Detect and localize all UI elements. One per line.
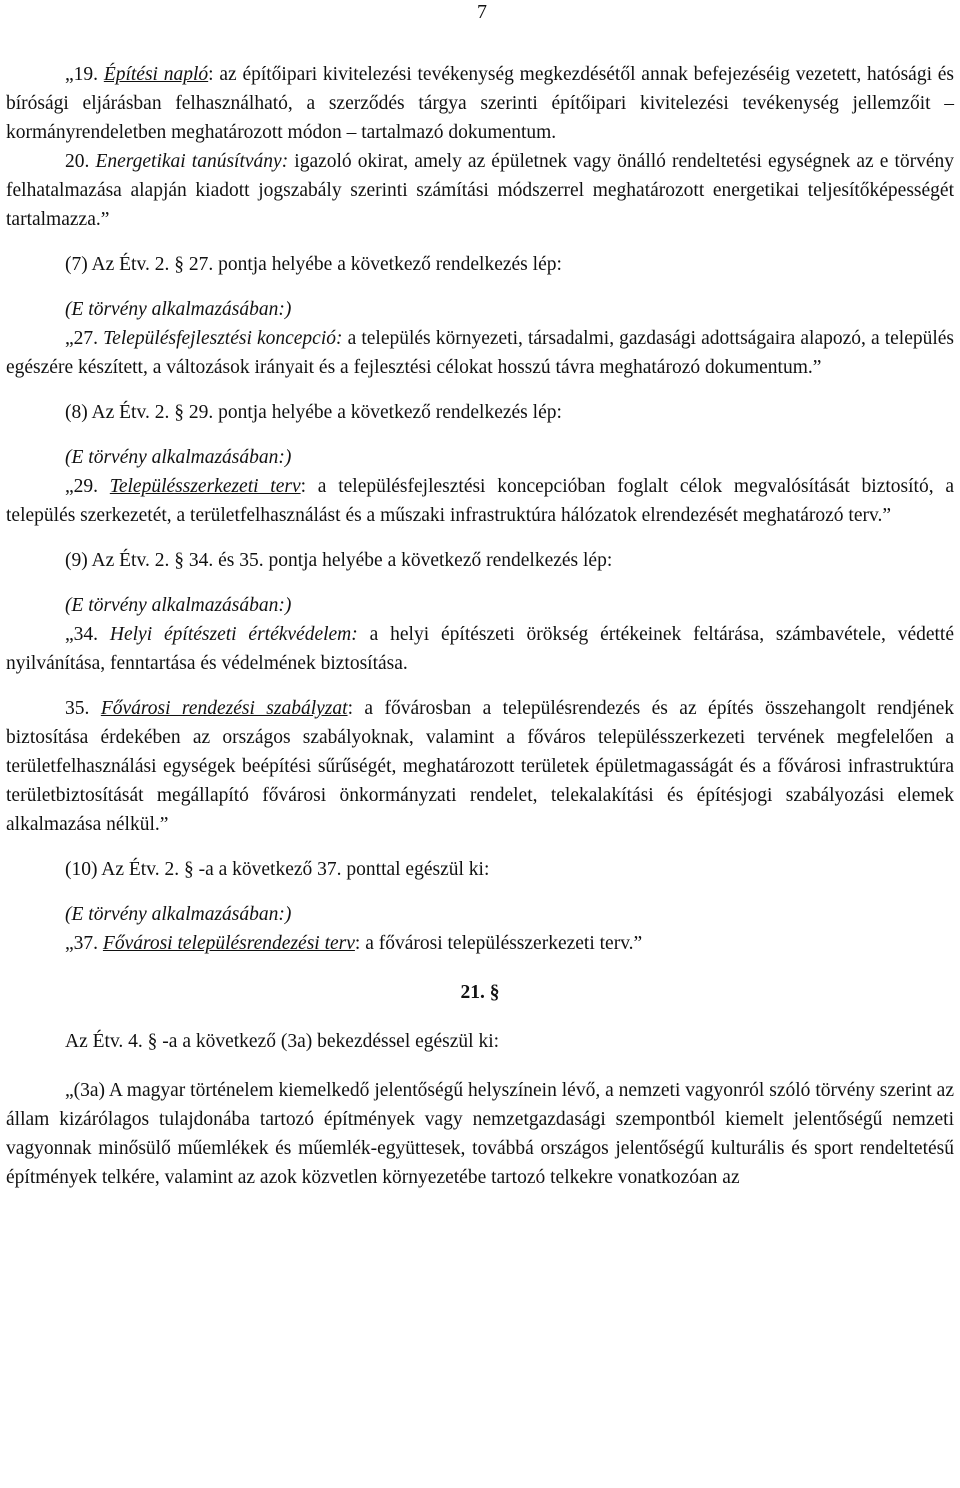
amendment-7: (7) Az Étv. 2. § 27. pontja helyébe a következő rendelkezés lép: [65,254,562,275]
defined-term: Településszerkezeti terv [109,476,301,497]
definition-number: „27. [65,328,104,349]
caption-2: (E törvény alkalmazásában:) [65,447,292,468]
amendment-8: (8) Az Étv. 2. § 29. pontja helyébe a következő rendelkezés lép: [65,402,562,423]
definition-number: „37. [65,933,103,954]
caption-3: (E törvény alkalmazásában:) [65,595,292,616]
definition-number: 20. [65,151,96,172]
caption-1: (E törvény alkalmazásában:) [65,299,292,320]
definition-text: : a fővárosban a településrendezés és az építés összehangolt rendjének biztosítása érdekében az országos szabályoknak, valamint a főváros településszerkezeti tervének megfelelően a területfelhasználási egységek beépítési sűrűségét, meghatározott területek épületmagasságát és a fővárosi infrastruktúra területbiztosítását megállapító fővárosi önkormányzati rendelet, telekalakítási és építésjogi szabályozási elemek alkalmazása nélkül.” [6,698,955,835]
definition-number: „34. [65,624,110,645]
definition-37 [6,929,954,958]
caption-4: (E törvény alkalmazásában:) [65,904,292,925]
definition-text: : a fővárosi településszerkezeti terv.” [354,933,643,954]
definition-text: : a településfejlesztési koncepcióban foglalt célok megvalósítását biztosító, a település szerkezetét, a területfelhasználást és a műszaki infrastruktúra hálózatok elrendezését meghatározó terv.” [6,476,955,526]
amendment-9: (9) Az Étv. 2. § 34. és 35. pontja helyébe a következő rendelkezés lép: [65,550,613,571]
document-page [6,60,954,1192]
defined-term: Helyi építészeti értékvédelem: [109,624,358,645]
defined-term: Településfejlesztési koncepció: [103,328,343,349]
defined-term: Építési napló [103,64,209,85]
section-heading-21: 21. § [460,982,500,1003]
definition-34 [6,620,954,678]
definition-20 [6,147,954,234]
amendment-10: (10) Az Étv. 2. § -a a következő 37. ponttal egészül ki: [65,859,490,880]
page-number: 7 [477,1,487,23]
definition-text: a település környezeti, társadalmi, gazdasági adottságaira alapozó, a település egészére készített, a változások irányait és a fejlesztési célokat hosszú távra meghatározó dokumentum.” [6,328,955,378]
paragraph-3a: „(3a) A magyar történelem kiemelkedő jelentőségű helyszínein lévő, a nemzeti vagyonról szóló törvény szerint az állam kizárólagos tulajdonába tartozó építmények vagy nemzetgazdasági szempontból kiemelt jelentőségű nemzeti vagyonnak minősülő műemlékek és műemlék-együttesek, továbbá országos jelentőségű kulturális és sport rendeltetésű építmények telkére, valamint az azok közvetlen környezetébe tartozó telkekre vonatkozóan az [6,1080,954,1188]
definition-text: igazoló okirat, amely az épületnek vagy önálló rendeltetési egységnek az e törvény felhatalmazása alapján kiadott jogszabály szerinti számítási módszerrel meghatározott energetikai teljesítőképességét tartalmazza.” [6,151,955,230]
definition-29 [6,472,954,530]
defined-term: Energetikai tanúsítvány: [95,151,289,172]
definition-number: „29. [65,476,110,497]
definition-35 [6,694,954,839]
defined-term: Fővárosi rendezési szabályzat [100,698,348,719]
definition-number: „19. [65,64,104,85]
amendment-21: Az Étv. 4. § -a a következő (3a) bekezdéssel egészül ki: [65,1031,500,1052]
definition-text: : az építőipari kivitelezési tevékenység megkezdésétől annak befejezéséig vezetett, hatósági és bírósági eljárásban felhasználható, a szerződés tárgya szerinti építőipari kivitelezési tevékenység jellemzőit – kormányrendeletben meghatározott módon – tartalmazó dokumentum. [6,64,955,143]
definition-number: 35. [65,698,101,719]
definition-text: a helyi építészeti örökség értékeinek feltárása, számbavétele, védetté nyilvánítása, fenntartása és védelmének biztosítása. [6,624,954,674]
definition-27 [6,324,954,382]
definition-19 [6,60,954,147]
defined-term: Fővárosi településrendezési terv [102,933,355,954]
